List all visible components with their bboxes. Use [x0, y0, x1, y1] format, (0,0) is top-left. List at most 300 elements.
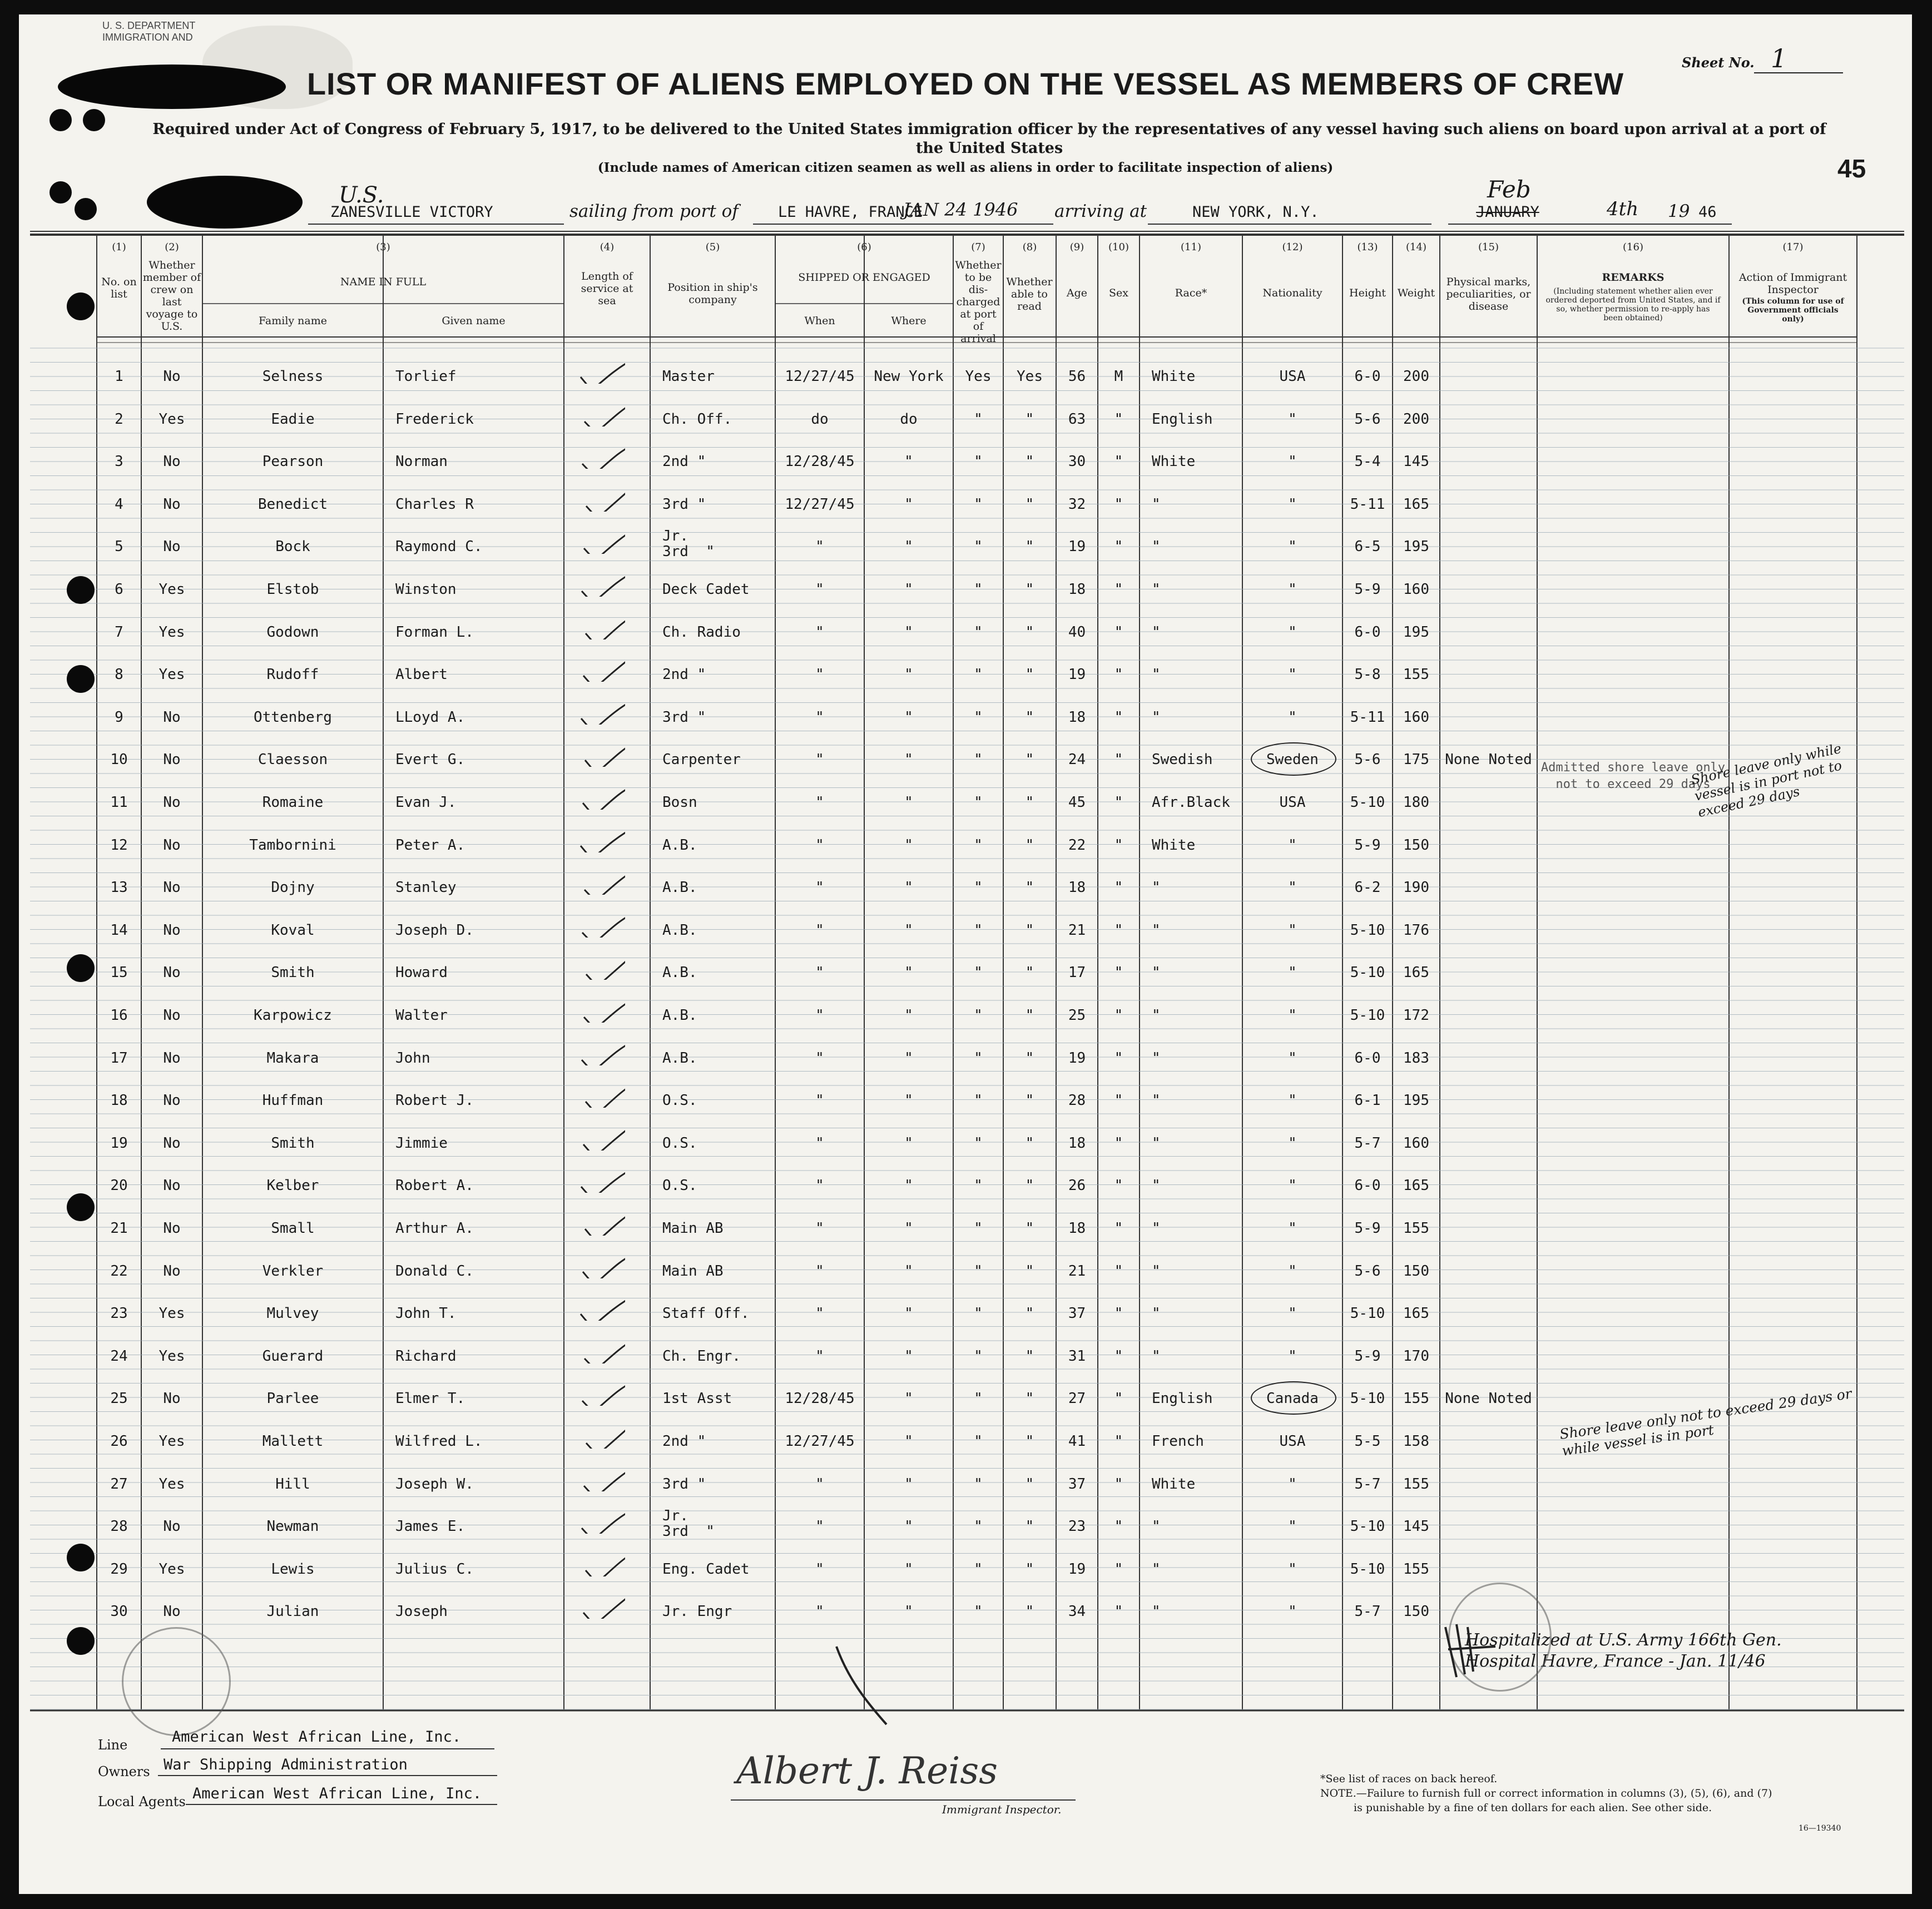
- given-name-cell: LLoyd A.: [395, 708, 465, 726]
- able-to-read-cell: ": [1025, 1518, 1034, 1535]
- weight-cell: 160: [1403, 581, 1429, 598]
- given-name-cell: Julius C.: [395, 1560, 474, 1578]
- last-voyage-cell: Yes: [158, 1475, 185, 1493]
- height-cell: 5-10: [1350, 1560, 1385, 1578]
- shipped-when-cell: ": [815, 623, 824, 641]
- discharged-cell: ": [974, 1220, 983, 1237]
- age-cell: 18: [1068, 708, 1086, 726]
- discharged-cell: ": [974, 964, 983, 981]
- family-name-cell: Benedict: [257, 495, 328, 513]
- nationality-cell: ": [1288, 879, 1297, 896]
- owners-underline: [158, 1775, 497, 1776]
- nationality-cell: USA: [1279, 1433, 1306, 1450]
- row-number: 20: [110, 1177, 128, 1194]
- row-number: 12: [110, 836, 128, 854]
- position-cell: Ch. Off.: [662, 410, 732, 428]
- weight-cell: 200: [1403, 368, 1429, 385]
- checkmark-icon: [575, 1123, 625, 1151]
- header-physical-marks: Physical marks, peculiarities, or disease: [1446, 276, 1531, 313]
- table-row: [19, 1163, 1912, 1206]
- last-voyage-cell: No: [163, 1262, 181, 1280]
- last-voyage-cell: No: [163, 751, 181, 768]
- pen-stroke: [831, 1644, 898, 1727]
- header-length-of-service: Length of service at sea: [581, 270, 633, 307]
- race-cell: ": [1152, 1347, 1161, 1365]
- sex-cell: ": [1114, 1603, 1123, 1620]
- discharged-cell: ": [974, 1475, 983, 1493]
- height-cell: 5-9: [1354, 1220, 1381, 1237]
- header-last-voyage: Whether member of crew on last voyage to U.S.: [142, 259, 201, 333]
- height-cell: 5-4: [1354, 453, 1381, 470]
- family-name-cell: Pearson: [262, 453, 324, 470]
- shipped-where-cell: ": [904, 1049, 913, 1067]
- given-name-cell: Peter A.: [395, 836, 465, 854]
- race-cell: ": [1152, 1092, 1161, 1109]
- header-action: Action of Immigrant Inspector: [1738, 271, 1847, 296]
- col-number: (1): [112, 241, 126, 253]
- vessel-name: ZANESVILLE VICTORY: [330, 204, 493, 221]
- shipped-where-cell: ": [904, 581, 913, 598]
- sex-cell: ": [1114, 623, 1123, 641]
- shipped-when-cell: ": [815, 708, 824, 726]
- col-number: (11): [1181, 241, 1201, 253]
- table-row: [19, 652, 1912, 695]
- weight-cell: 170: [1403, 1347, 1429, 1365]
- family-name-cell: Claesson: [257, 751, 328, 768]
- nationality-cell: ": [1288, 1092, 1297, 1109]
- col-number: (13): [1357, 241, 1378, 253]
- age-cell: 34: [1068, 1603, 1086, 1620]
- family-name-cell: Ottenberg: [254, 708, 332, 726]
- checkmark-icon: [575, 526, 625, 554]
- shipped-where-cell: ": [904, 666, 913, 683]
- sex-cell: ": [1114, 879, 1123, 896]
- agents-value: American West African Line, Inc.: [192, 1785, 482, 1802]
- given-name-cell: Wilfred L.: [395, 1433, 483, 1450]
- inspector-label: Immigrant Inspector.: [942, 1803, 1062, 1816]
- age-cell: 37: [1068, 1475, 1086, 1493]
- nationality-cell: ": [1288, 1220, 1297, 1237]
- given-name-cell: Evan J.: [395, 794, 457, 811]
- race-cell: ": [1152, 623, 1161, 641]
- age-cell: 32: [1068, 495, 1086, 513]
- shipped-where-cell: ": [904, 836, 913, 854]
- nationality-cell: ": [1288, 1347, 1297, 1365]
- able-to-read-cell: ": [1025, 964, 1034, 981]
- manifest-subnote: (Include names of American citizen seamen as well as aliens in order to facilitate inspection of aliens): [597, 160, 1334, 175]
- able-to-read-cell: ": [1025, 666, 1034, 683]
- checkmark-icon: [575, 356, 625, 384]
- height-cell: 5-7: [1354, 1603, 1381, 1620]
- nationality-cell: ": [1288, 1305, 1297, 1322]
- table-row: [19, 1333, 1912, 1376]
- sex-cell: ": [1114, 1305, 1123, 1322]
- able-to-read-cell: ": [1025, 410, 1034, 428]
- age-cell: 18: [1068, 1220, 1086, 1237]
- position-cell: Jr. 3rd ": [662, 1508, 715, 1540]
- row-number: 14: [110, 921, 128, 939]
- header-no-on-list: No. on list: [101, 276, 137, 300]
- row-number: 18: [110, 1092, 128, 1109]
- discharged-cell: ": [974, 921, 983, 939]
- header-nationality: Nationality: [1262, 287, 1322, 299]
- shipped-when-cell: ": [815, 836, 824, 854]
- shipped-when-cell: ": [815, 1560, 824, 1578]
- inspector-signature: Albert J. Reiss: [736, 1749, 998, 1792]
- shipped-where-cell: do: [900, 410, 918, 428]
- age-cell: 26: [1068, 1177, 1086, 1194]
- punch-hole: [67, 1193, 95, 1221]
- row-number: 13: [110, 879, 128, 896]
- weight-cell: 180: [1403, 794, 1429, 811]
- race-cell: ": [1152, 1049, 1161, 1067]
- row-number: 11: [110, 794, 128, 811]
- weight-cell: 165: [1403, 964, 1429, 981]
- discharged-cell: ": [974, 1134, 983, 1152]
- weight-cell: 195: [1403, 623, 1429, 641]
- position-cell: Main AB: [662, 1220, 724, 1237]
- height-cell: 5-7: [1354, 1475, 1381, 1493]
- punch-hole: [67, 665, 95, 693]
- nationality-cell: Sweden: [1266, 751, 1319, 768]
- height-cell: 5-5: [1354, 1433, 1381, 1450]
- sex-cell: ": [1114, 1134, 1123, 1152]
- position-cell: Main AB: [662, 1262, 724, 1280]
- height-cell: 6-0: [1354, 1177, 1381, 1194]
- family-name-cell: Makara: [266, 1049, 319, 1067]
- shipped-when-cell: ": [815, 581, 824, 598]
- remark-row-10-handwritten: Shore leave only while vessel is in port not to exceed 29 days: [1690, 740, 1844, 821]
- discharged-cell: ": [974, 410, 983, 428]
- race-cell: ": [1152, 1007, 1161, 1024]
- header-age: Age: [1066, 287, 1088, 299]
- col-number: (7): [971, 241, 985, 253]
- table-row: [19, 908, 1912, 950]
- sex-cell: ": [1114, 1390, 1123, 1407]
- nationality-cell: ": [1288, 708, 1297, 726]
- discharged-cell: ": [974, 581, 983, 598]
- header-height: Height: [1349, 287, 1386, 299]
- punch-hole: [67, 954, 95, 982]
- able-to-read-cell: ": [1025, 1603, 1034, 1620]
- height-cell: 5-10: [1350, 1007, 1385, 1024]
- height-cell: 5-10: [1350, 1305, 1385, 1322]
- table-row: [19, 482, 1912, 524]
- row-number: 6: [115, 581, 123, 598]
- weight-cell: 172: [1403, 1007, 1429, 1024]
- last-voyage-cell: No: [163, 453, 181, 470]
- race-cell: English: [1152, 1390, 1213, 1407]
- family-name-cell: Smith: [271, 1134, 315, 1152]
- shipped-when-cell: ": [815, 1049, 824, 1067]
- height-cell: 5-10: [1350, 794, 1385, 811]
- height-cell: 6-5: [1354, 538, 1381, 556]
- given-name-cell: Joseph D.: [395, 921, 474, 939]
- position-cell: 2nd ": [662, 453, 706, 470]
- sex-cell: ": [1114, 794, 1123, 811]
- last-voyage-cell: No: [163, 964, 181, 981]
- shipped-when-cell: 12/27/45: [785, 368, 855, 385]
- weight-cell: 175: [1403, 751, 1429, 768]
- family-name-cell: Hill: [275, 1475, 310, 1493]
- punch-hole: [67, 1627, 95, 1655]
- able-to-read-cell: ": [1025, 1560, 1034, 1578]
- penalty-note-cont: is punishable by a fine of ten dollars for each alien. See other side.: [1354, 1802, 1712, 1814]
- discharged-cell: ": [974, 1092, 983, 1109]
- height-cell: 6-2: [1354, 879, 1381, 896]
- checkmark-icon: [575, 1549, 625, 1576]
- height-cell: 5-10: [1350, 1390, 1385, 1407]
- col-number: (17): [1782, 241, 1804, 253]
- discharged-cell: ": [974, 1347, 983, 1365]
- age-cell: 18: [1068, 879, 1086, 896]
- able-to-read-cell: ": [1025, 921, 1034, 939]
- race-cell: ": [1152, 581, 1161, 598]
- discharged-cell: ": [974, 879, 983, 896]
- height-cell: 5-9: [1354, 581, 1381, 598]
- row-number: 29: [110, 1560, 128, 1578]
- checkmark-icon: [575, 569, 625, 597]
- discharged-cell: ": [974, 666, 983, 683]
- last-voyage-cell: No: [163, 1390, 181, 1407]
- family-name-cell: Smith: [271, 964, 315, 981]
- department-line-1: U. S. DEPARTMENT: [102, 20, 196, 31]
- shipped-when-cell: 12/27/45: [785, 1433, 855, 1450]
- nationality-cell: ": [1288, 1262, 1297, 1280]
- height-cell: 5-7: [1354, 1134, 1381, 1152]
- arrival-day: 4th: [1607, 198, 1639, 220]
- shipped-where-cell: ": [904, 1305, 913, 1322]
- col-number: (8): [1022, 241, 1037, 253]
- weight-cell: 183: [1403, 1049, 1429, 1067]
- nationality-cell: ": [1288, 623, 1297, 641]
- position-cell: 1st Asst: [662, 1390, 732, 1407]
- height-cell: 6-1: [1354, 1092, 1381, 1109]
- weight-cell: 150: [1403, 1603, 1429, 1620]
- row-number: 2: [115, 410, 123, 428]
- table-row: [19, 1461, 1912, 1504]
- nationality-cell: ": [1288, 1518, 1297, 1535]
- given-name-cell: Albert: [395, 666, 448, 683]
- weight-cell: 165: [1403, 495, 1429, 513]
- shipped-when-cell: ": [815, 666, 824, 683]
- race-cell: ": [1152, 1177, 1161, 1194]
- position-cell: A.B.: [662, 921, 697, 939]
- col-number: (3): [376, 241, 390, 253]
- shipped-where-cell: ": [904, 1092, 913, 1109]
- nationality-cell: ": [1288, 453, 1297, 470]
- nationality-cell: ": [1288, 1603, 1297, 1620]
- checkmark-icon: [575, 1251, 625, 1278]
- sheet-number-label: Sheet No.: [1682, 54, 1755, 71]
- height-cell: 5-9: [1354, 836, 1381, 854]
- age-cell: 19: [1068, 1560, 1086, 1578]
- shipped-when-cell: do: [811, 410, 829, 428]
- race-cell: Swedish: [1152, 751, 1213, 768]
- shipped-when-cell: ": [815, 1305, 824, 1322]
- height-cell: 5-6: [1354, 410, 1381, 428]
- shipped-when-cell: ": [815, 1177, 824, 1194]
- discharged-cell: ": [974, 1177, 983, 1194]
- line-label: Line: [98, 1737, 128, 1753]
- shipped-where-cell: ": [904, 964, 913, 981]
- sex-cell: ": [1114, 1092, 1123, 1109]
- checkmark-icon: [575, 1464, 625, 1491]
- weight-cell: 155: [1403, 1560, 1429, 1578]
- row-number: 16: [110, 1007, 128, 1024]
- month-struck: JANUARY: [1476, 204, 1539, 221]
- height-cell: 5-6: [1354, 751, 1381, 768]
- position-cell: 3rd ": [662, 495, 706, 513]
- race-cell: ": [1152, 538, 1161, 556]
- given-name-cell: Norman: [395, 453, 448, 470]
- header-remarks: REMARKS: [1602, 271, 1665, 284]
- race-cell: White: [1152, 453, 1196, 470]
- nationality-cell: USA: [1279, 794, 1306, 811]
- table-row: [19, 1248, 1912, 1291]
- age-cell: 31: [1068, 1347, 1086, 1365]
- shipped-where-cell: ": [904, 751, 913, 768]
- sex-cell: ": [1114, 1220, 1123, 1237]
- shipped-where-cell: New York: [874, 368, 944, 385]
- shipped-when-cell: ": [815, 1220, 824, 1237]
- able-to-read-cell: ": [1025, 1092, 1034, 1109]
- family-name-cell: Kelber: [266, 1177, 319, 1194]
- last-voyage-cell: Yes: [158, 1560, 185, 1578]
- race-cell: White: [1152, 836, 1196, 854]
- sex-cell: ": [1114, 1262, 1123, 1280]
- col-number: (9): [1069, 241, 1084, 253]
- height-cell: 5-9: [1354, 1347, 1381, 1365]
- col-number: (2): [165, 241, 179, 253]
- table-row: [19, 524, 1912, 567]
- family-name-cell: Guerard: [262, 1347, 324, 1365]
- header-discharged: Whether to be dis-charged at port of arrival: [955, 259, 1002, 345]
- row-number: 22: [110, 1262, 128, 1280]
- position-cell: Ch. Radio: [662, 623, 741, 641]
- sex-cell: ": [1114, 495, 1123, 513]
- discharged-cell: ": [974, 751, 983, 768]
- shipped-where-cell: ": [904, 1134, 913, 1152]
- race-cell: ": [1152, 1603, 1161, 1620]
- family-name-cell: Verkler: [262, 1262, 324, 1280]
- shipped-where-cell: ": [904, 1603, 913, 1620]
- last-voyage-cell: Yes: [158, 410, 185, 428]
- last-voyage-cell: Yes: [158, 1347, 185, 1365]
- header-where: Where: [891, 315, 927, 327]
- position-cell: 3rd ": [662, 708, 706, 726]
- discharged-cell: ": [974, 708, 983, 726]
- sex-cell: ": [1114, 708, 1123, 726]
- given-name-cell: Richard: [395, 1347, 457, 1365]
- given-name-cell: Winston: [395, 581, 457, 598]
- table-row: [19, 865, 1912, 908]
- able-to-read-cell: ": [1025, 751, 1034, 768]
- weight-cell: 158: [1403, 1433, 1429, 1450]
- given-name-cell: Joseph: [395, 1603, 448, 1620]
- given-name-cell: Raymond C.: [395, 538, 483, 556]
- able-to-read-cell: ": [1025, 794, 1034, 811]
- shipped-when-cell: ": [815, 879, 824, 896]
- able-to-read-cell: ": [1025, 538, 1034, 556]
- shipped-where-cell: ": [904, 1433, 913, 1450]
- nationality-cell: ": [1288, 581, 1297, 598]
- nationality-cell: ": [1288, 1049, 1297, 1067]
- header-shipped-engaged: SHIPPED OR ENGAGED: [798, 271, 930, 284]
- department-line-2: IMMIGRATION AND: [102, 32, 193, 43]
- weight-cell: 195: [1403, 1092, 1429, 1109]
- position-cell: Staff Off.: [662, 1305, 750, 1322]
- checkmark-icon: [575, 782, 625, 810]
- weight-cell: 195: [1403, 538, 1429, 556]
- nationality-cell: ": [1288, 964, 1297, 981]
- sex-cell: ": [1114, 1177, 1123, 1194]
- sheet-number: 1: [1771, 43, 1787, 73]
- position-cell: Eng. Cadet: [662, 1560, 750, 1578]
- nationality-cell: ": [1288, 1177, 1297, 1194]
- height-cell: 6-0: [1354, 623, 1381, 641]
- age-cell: 17: [1068, 964, 1086, 981]
- stamp-cancellation-scribble: [1440, 1616, 1501, 1683]
- table-row: [19, 1376, 1912, 1419]
- family-name-cell: Tambornini: [249, 836, 336, 854]
- row-number: 17: [110, 1049, 128, 1067]
- given-name-cell: John: [395, 1049, 430, 1067]
- family-name-cell: Godown: [266, 623, 319, 641]
- age-cell: 21: [1068, 1262, 1086, 1280]
- shipped-where-cell: ": [904, 1518, 913, 1535]
- family-name-cell: Elstob: [266, 581, 319, 598]
- agents-label: Local Agents: [98, 1794, 186, 1809]
- able-to-read-cell: ": [1025, 1390, 1034, 1407]
- height-cell: 5-6: [1354, 1262, 1381, 1280]
- punch-hole: [67, 1544, 95, 1571]
- table-row: [19, 609, 1912, 652]
- table-row: [19, 1546, 1912, 1589]
- given-name-cell: James E.: [395, 1518, 465, 1535]
- sex-cell: ": [1114, 964, 1123, 981]
- able-to-read-cell: ": [1025, 453, 1034, 470]
- weight-cell: 145: [1403, 453, 1429, 470]
- table-row: [19, 822, 1912, 865]
- able-to-read-cell: ": [1025, 1347, 1034, 1365]
- sex-cell: ": [1114, 1560, 1123, 1578]
- shipped-when-cell: 12/28/45: [785, 453, 855, 470]
- shipped-where-cell: ": [904, 1007, 913, 1024]
- checkmark-icon: [575, 739, 625, 767]
- age-cell: 18: [1068, 581, 1086, 598]
- shipped-where-cell: ": [904, 1220, 913, 1237]
- age-cell: 24: [1068, 751, 1086, 768]
- family-name-cell: Parlee: [266, 1390, 319, 1407]
- nationality-cell: ": [1288, 538, 1297, 556]
- header-given-name: Given name: [442, 315, 506, 327]
- able-to-read-cell: ": [1025, 836, 1034, 854]
- weight-cell: 165: [1403, 1177, 1429, 1194]
- weight-cell: 155: [1403, 666, 1429, 683]
- age-cell: 28: [1068, 1092, 1086, 1109]
- sex-cell: ": [1114, 1007, 1123, 1024]
- able-to-read-cell: ": [1025, 581, 1034, 598]
- weight-cell: 150: [1403, 1262, 1429, 1280]
- age-cell: 27: [1068, 1390, 1086, 1407]
- height-cell: 5-11: [1350, 495, 1385, 513]
- line-underline: [161, 1748, 494, 1749]
- shipped-when-cell: ": [815, 1007, 824, 1024]
- row-number: 5: [115, 538, 123, 556]
- shipped-where-cell: ": [904, 1560, 913, 1578]
- position-cell: O.S.: [662, 1134, 697, 1152]
